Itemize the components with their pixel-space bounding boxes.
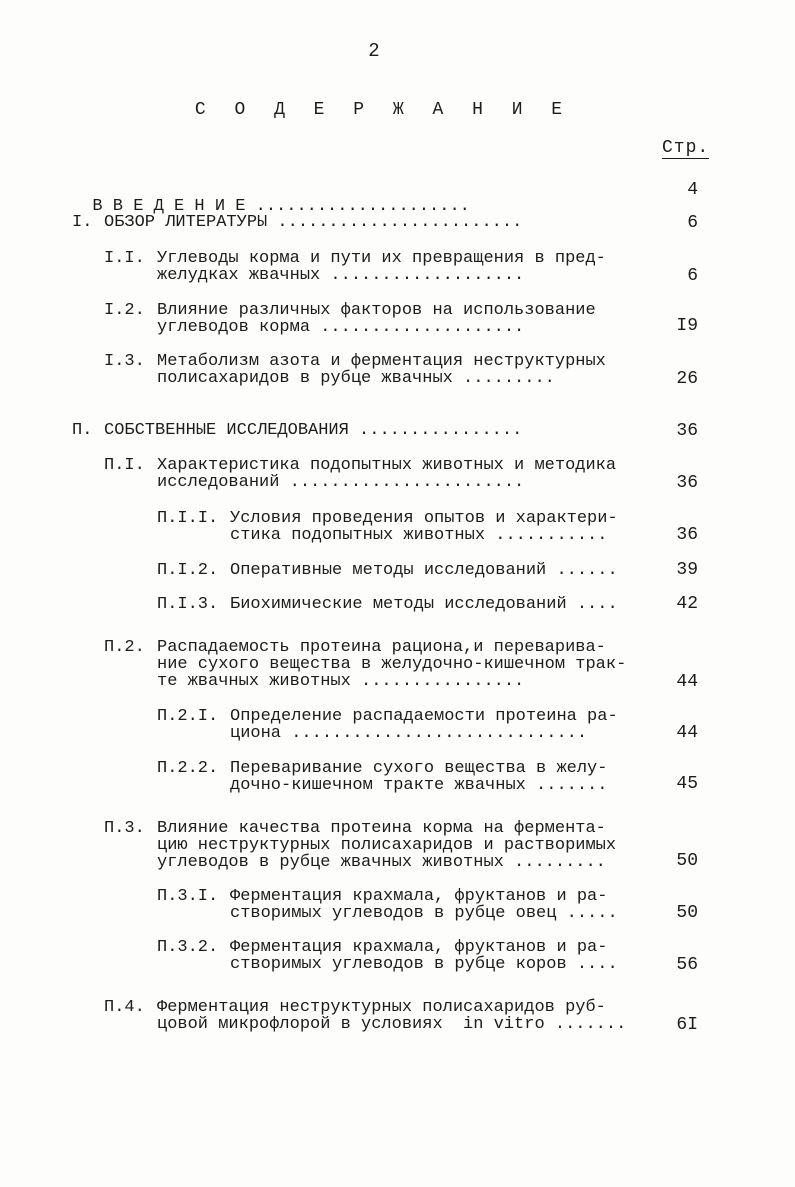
toc-entry-text[interactable]: Условия проведения опытов и характери- bbox=[230, 509, 618, 528]
toc-entry-text[interactable]: Характеристика подопытных животных и методика bbox=[157, 456, 617, 475]
toc-section-number: П.2. bbox=[104, 638, 145, 657]
toc-page-number: 44 bbox=[676, 672, 698, 692]
toc-entry-text[interactable]: Влияние различных факторов на использование bbox=[157, 301, 596, 320]
toc-section-number: I.3. bbox=[104, 352, 145, 371]
toc-entry-text[interactable]: Ферментация крахмала, фруктанов и ра- bbox=[230, 887, 608, 906]
toc-entry-intro[interactable] bbox=[72, 181, 470, 215]
toc-section-number: П.I.I. bbox=[157, 509, 219, 528]
toc-entry-text[interactable]: углеводов в рубце жвачных животных ......... bbox=[157, 853, 606, 872]
toc-entry-text[interactable]: Ферментация неструктурных полисахаридов руб- bbox=[157, 998, 606, 1017]
toc-page-number: 44 bbox=[676, 723, 698, 743]
toc-section-number: П.3. bbox=[104, 819, 145, 838]
toc-entry-text[interactable]: полисахаридов в рубце жвачных ......... bbox=[157, 369, 555, 388]
toc-entry-text[interactable]: стика подопытных животных ........... bbox=[230, 526, 608, 545]
toc-page-number: 50 bbox=[676, 851, 698, 871]
toc-entry-text[interactable]: ние сухого вещества в желудочно-кишечном трак- bbox=[157, 655, 627, 674]
toc-entry-text[interactable]: циона ............................. bbox=[230, 724, 588, 743]
toc-page-number: 36 bbox=[676, 525, 698, 545]
toc-entry-text[interactable]: Оперативные методы исследований ...... bbox=[230, 561, 618, 580]
toc-page-number: 45 bbox=[676, 774, 698, 794]
toc-page-number: 36 bbox=[676, 421, 698, 441]
toc-page-number: 39 bbox=[676, 560, 698, 580]
toc-section-number: П.4. bbox=[104, 998, 145, 1017]
toc-entry-text[interactable]: Ферментация крахмала, фруктанов и ра- bbox=[230, 938, 608, 957]
toc-page-number: I9 bbox=[676, 316, 698, 336]
toc-entry-text[interactable]: Биохимические методы исследований .... bbox=[230, 595, 618, 614]
toc-entry-text[interactable]: створимых углеводов в рубце овец ..... bbox=[230, 904, 618, 923]
toc-entry-text: В В Е Д Е Н И Е ..................... bbox=[92, 197, 470, 216]
toc-entry-text[interactable]: желудках жвачных ................... bbox=[157, 266, 525, 285]
toc-page-number: 6I bbox=[676, 1015, 698, 1035]
toc-entry-text[interactable]: исследований ....................... bbox=[157, 473, 525, 492]
toc-page-number: 50 bbox=[676, 903, 698, 923]
toc-entry-text[interactable]: ОБЗОР ЛИТЕРАТУРЫ ........................ bbox=[104, 213, 523, 232]
toc-entry-text[interactable]: створимых углеводов в рубце коров .... bbox=[230, 955, 618, 974]
toc-entry-text[interactable]: Углеводы корма и пути их превращения в пред- bbox=[157, 249, 606, 268]
toc-page-number: 6 bbox=[687, 213, 698, 233]
toc-page-number: 56 bbox=[676, 955, 698, 975]
page-title: С О Д Е Р Ж А Н И Е bbox=[194, 100, 572, 120]
toc-entry-text[interactable]: Переваривание сухого вещества в желу- bbox=[230, 759, 608, 778]
toc-entry-text[interactable]: Метаболизм азота и ферментация неструктурных bbox=[157, 352, 606, 371]
toc-page-number: 6 bbox=[687, 266, 698, 286]
toc-entry-text[interactable]: дочно-кишечном тракте жвачных ....... bbox=[230, 776, 608, 795]
toc-section-number: I.2. bbox=[104, 301, 145, 320]
toc-entry-text[interactable]: углеводов корма .................... bbox=[157, 318, 525, 337]
toc-section-number: П.I. bbox=[104, 456, 145, 475]
toc-section-number: П.3.I. bbox=[157, 887, 219, 906]
toc-section-number: I.I. bbox=[104, 249, 145, 268]
toc-section-number: П.2.2. bbox=[157, 759, 219, 778]
toc-section-number: П.2.I. bbox=[157, 707, 219, 726]
toc-page-number: 4 bbox=[687, 180, 698, 200]
toc-entry-text[interactable]: цию неструктурных полисахаридов и растворимых bbox=[157, 836, 617, 855]
toc-entry-text[interactable]: цовой микрофлорой в условиях in vitro ....... bbox=[157, 1015, 627, 1034]
toc-entry-text[interactable]: Влияние качества протеина корма на фермента- bbox=[157, 819, 606, 838]
toc-section-number: П.I.3. bbox=[157, 595, 219, 614]
page-column-header: Стр. bbox=[662, 138, 710, 158]
toc-entry-text[interactable]: те жвачных животных ................ bbox=[157, 672, 525, 691]
toc-page-number: 42 bbox=[676, 594, 698, 614]
toc-entry-text[interactable]: Распадаемость протеина рациона,и переварива- bbox=[157, 638, 606, 657]
toc-section-number: П.3.2. bbox=[157, 938, 219, 957]
toc-section-number: I. bbox=[72, 213, 93, 232]
toc-entry-text[interactable]: СОБСТВЕННЫЕ ИССЛЕДОВАНИЯ ................ bbox=[104, 421, 523, 440]
toc-page-number: 26 bbox=[676, 369, 698, 389]
toc-entry-text[interactable]: Определение распадаемости протеина ра- bbox=[230, 707, 618, 726]
toc-section-number: П. bbox=[72, 421, 93, 440]
page-number: 2 bbox=[368, 40, 380, 62]
toc-page-number: 36 bbox=[676, 473, 698, 493]
toc-section-number: П.I.2. bbox=[157, 561, 219, 580]
